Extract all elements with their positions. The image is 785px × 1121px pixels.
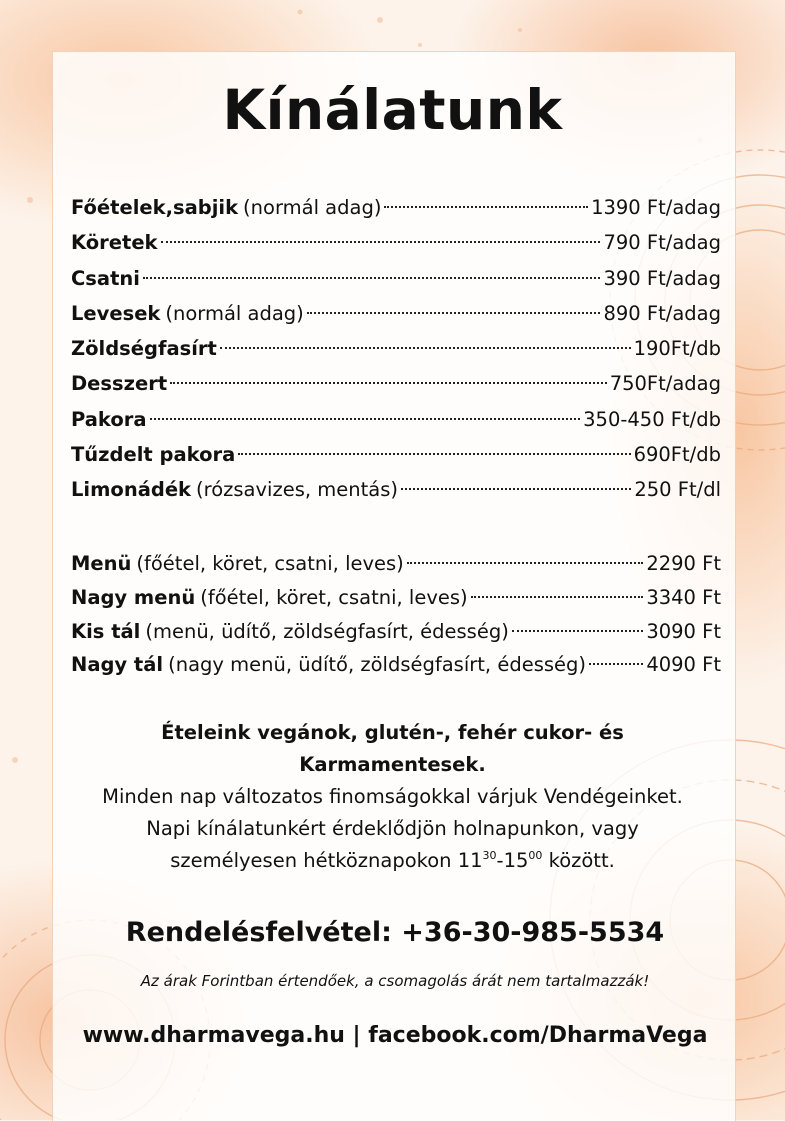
item-name: Nagy menü: [71, 585, 196, 609]
menu-item: [71, 302, 721, 337]
item-price: 790 Ft/adag: [603, 231, 721, 255]
item-note: (normál adag): [243, 196, 382, 219]
menu-item: [71, 478, 721, 513]
menu-item: [71, 443, 721, 478]
item-price: 890 Ft/adag: [603, 301, 721, 325]
item-price: 690Ft/db: [633, 443, 721, 467]
info-line-hours: [0, 845, 785, 877]
footer-links: www.dharmavega.hu | facebook.com/DharmaVega: [82, 1023, 708, 1048]
item-name: Limonádék: [71, 478, 192, 502]
menu-item: [71, 267, 721, 302]
item-price: 350-450 Ft/db: [583, 407, 721, 431]
item-name: Nagy tál: [71, 653, 164, 677]
menu-item: [71, 620, 721, 654]
item-note: (főétel, köret, csatni, leves): [136, 552, 404, 575]
item-note: (normál adag): [165, 301, 304, 325]
hours-end: -15: [496, 849, 529, 872]
order-phone: Rendelésfelvétel: +36-30-985-5534: [125, 917, 665, 948]
info-line-inquire: Napi kínálatunkért érdeklődjön holnapunkon, vagy: [146, 817, 639, 840]
hours-end-minutes: 00: [528, 849, 543, 862]
page-title: Kínálatunk: [222, 78, 563, 142]
item-name: Pakora: [71, 407, 147, 431]
item-note: (rózsavizes, mentás): [196, 478, 398, 502]
dot-leader: [407, 562, 644, 564]
dot-leader: [307, 312, 601, 314]
price-disclaimer: Az árak Forintban értendőek, a csomagolás árát nem tartalmazzák!: [140, 972, 650, 990]
item-price: 190Ft/db: [633, 337, 721, 361]
item-note: (menü, üdítő, zöldségfasírt, édesség): [145, 619, 509, 643]
menu-item: [71, 231, 721, 266]
menu-item: [71, 408, 721, 443]
menu-item: [71, 196, 721, 231]
menu-item: [71, 586, 721, 620]
item-name: Csatni: [71, 266, 140, 290]
item-name: Tűzdelt pakora: [71, 443, 236, 467]
price-list: [71, 196, 721, 514]
item-name: Köretek: [71, 231, 158, 255]
menu-item: [71, 653, 721, 687]
hours-text: személyesen hétköznapokon 11: [170, 849, 483, 872]
item-price: 1390 Ft/adag: [591, 196, 721, 219]
item-price: 3340 Ft: [646, 585, 721, 609]
item-price: 750Ft/adag: [609, 372, 721, 396]
info-line-karma: Karmamentesek.: [299, 753, 486, 776]
dot-leader: [150, 418, 581, 420]
hours-start-minutes: 30: [482, 849, 497, 862]
dot-leader: [401, 488, 631, 490]
dot-leader: [512, 630, 643, 632]
dot-leader: [143, 277, 601, 279]
dot-leader: [238, 453, 630, 455]
item-name: Kis tál: [71, 619, 141, 643]
item-price: 390 Ft/adag: [603, 266, 721, 290]
item-price: 2290 Ft: [646, 552, 721, 575]
item-name: Levesek: [71, 301, 161, 325]
item-note: (nagy menü, üdítő, zöldségfasírt, édesség): [168, 653, 586, 677]
info-block: [0, 717, 785, 877]
menu-item: [71, 552, 721, 586]
item-name: Főételek,sabjik: [71, 196, 239, 219]
info-line-welcome: Minden nap változatos finomságokkal várjuk Vendégeinket.: [102, 785, 683, 808]
hours-suffix: között.: [542, 849, 615, 872]
item-name: Zöldségfasírt: [71, 337, 217, 361]
item-name: Desszert: [71, 372, 168, 396]
item-note: (főétel, köret, csatni, leves): [200, 585, 468, 609]
info-line-vegan: Ételeink vegánok, glutén-, fehér cukor- és: [161, 721, 624, 744]
item-price: 250 Ft/dl: [634, 478, 721, 502]
item-name: Menü: [71, 552, 132, 575]
dot-leader: [161, 241, 601, 243]
dot-leader: [220, 347, 631, 349]
menu-item: [71, 372, 721, 407]
dot-leader: [589, 663, 643, 665]
menu-item: [71, 337, 721, 372]
dot-leader: [471, 596, 644, 598]
item-price: 3090 Ft: [646, 619, 721, 643]
dot-leader: [170, 382, 607, 384]
combo-price-list: [71, 552, 721, 687]
dot-leader: [384, 206, 588, 208]
item-price: 4090 Ft: [646, 653, 721, 677]
